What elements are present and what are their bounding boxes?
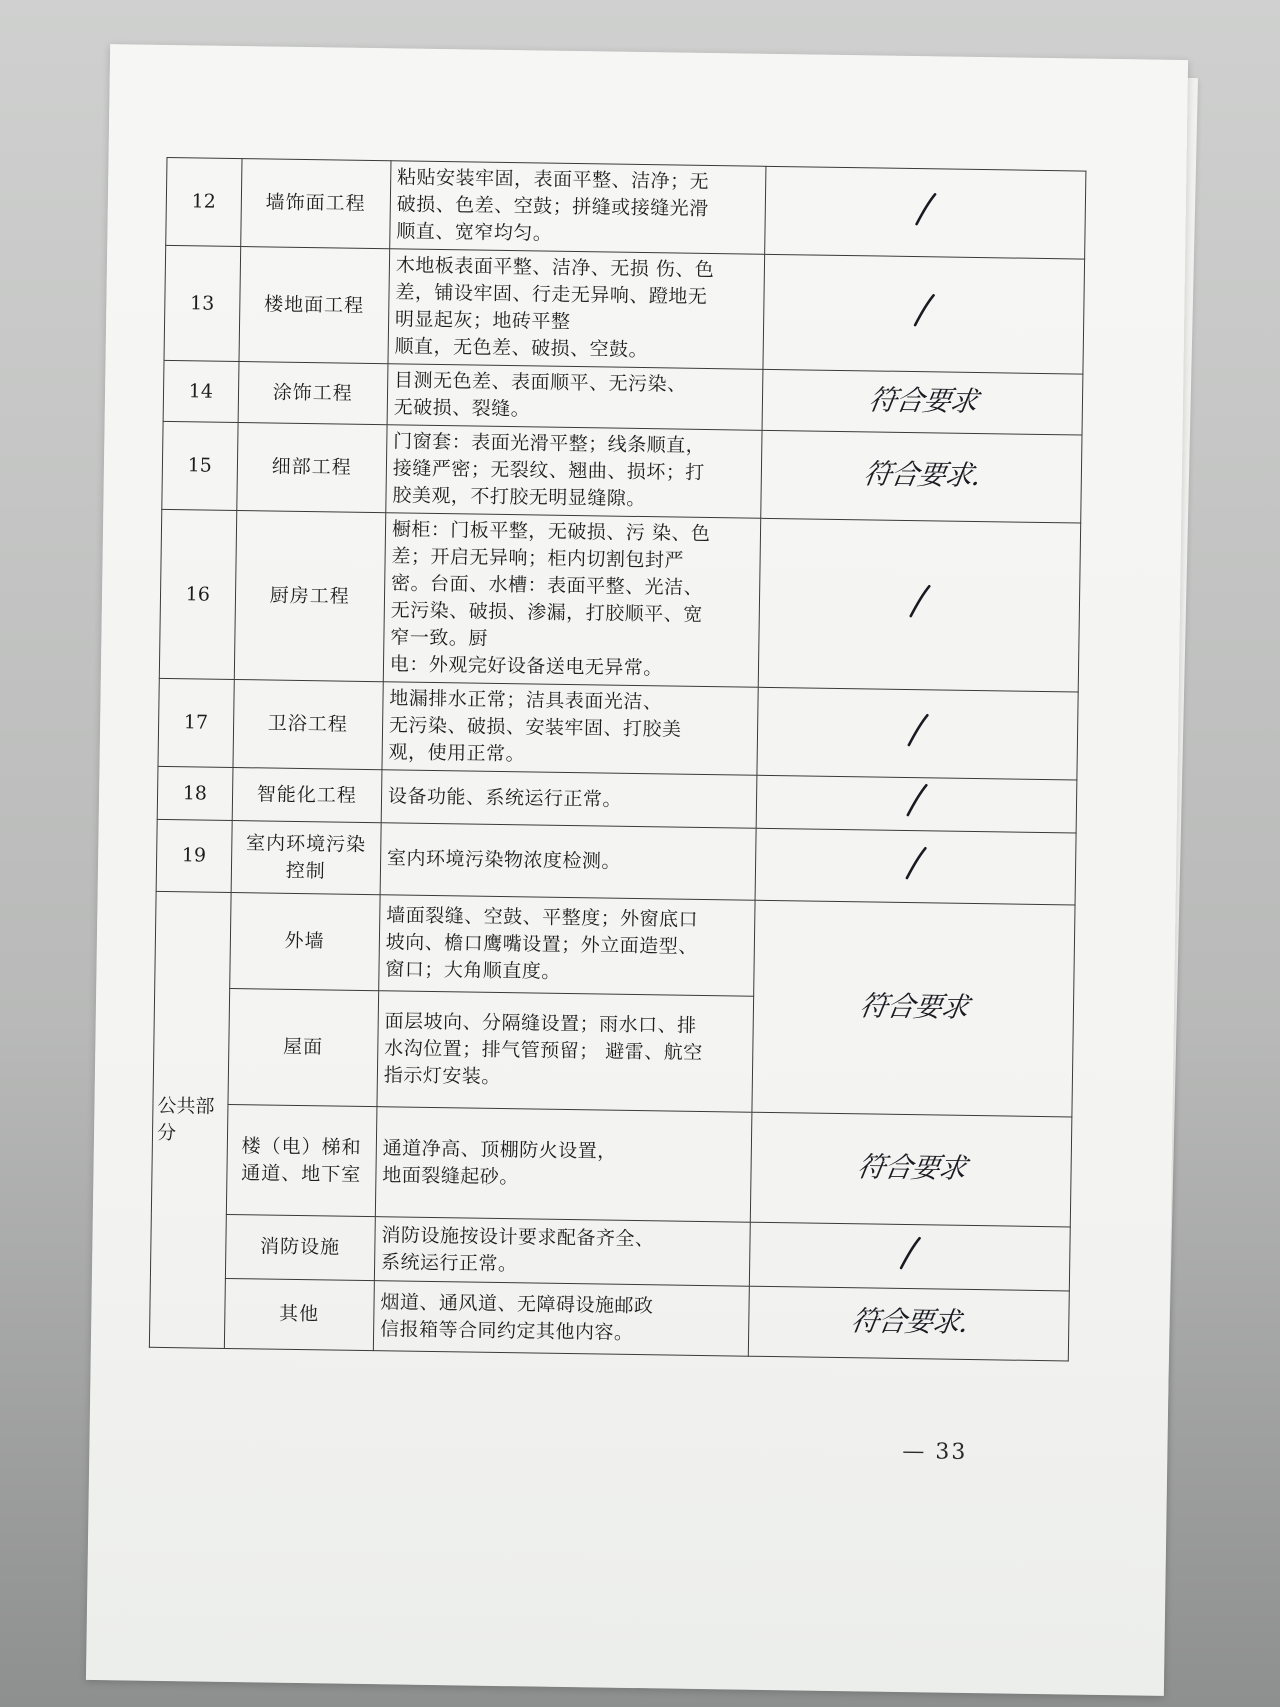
row-number: 19	[156, 819, 232, 892]
standard-cell	[383, 513, 761, 688]
item-name: 厨房工程	[234, 511, 386, 682]
standard-line: 木地板表面平整、洁净、无损 伤、色	[395, 254, 715, 282]
standard-cell	[386, 425, 763, 519]
table-row	[156, 819, 1076, 905]
standard-cell	[373, 1281, 749, 1357]
standard-line: 设备功能、系统运行正常。	[387, 784, 623, 811]
handwritten-result: 符合要求	[866, 382, 980, 418]
standard-cell	[381, 770, 757, 829]
standard-line: 顺直、宽窄均匀。	[396, 220, 553, 245]
table-row	[164, 245, 1085, 374]
handwritten-result: 符合要求	[854, 1150, 968, 1185]
document-page	[86, 44, 1188, 1696]
standard-line: 地面裂缝起砂。	[382, 1163, 519, 1188]
table-row	[149, 1277, 1069, 1361]
standard-line: 系统运行正常。	[380, 1250, 518, 1275]
item-name: 其他	[224, 1278, 374, 1350]
table-row	[158, 678, 1078, 780]
inspection-table	[149, 157, 1087, 1362]
row-number: 12	[166, 157, 242, 246]
standard-line: 指示灯安装。	[383, 1064, 501, 1089]
result-cell	[757, 687, 1078, 780]
standard-line: 室内环境污染物浓度检测。	[386, 847, 622, 873]
row-number: 18	[157, 766, 232, 820]
standard-line: 明显起灰；地砖平整	[394, 308, 571, 333]
result-cell	[758, 518, 1080, 692]
standard-line: 坡向、檐口鹰嘴设置；外立面造型、	[385, 931, 698, 958]
standard-line: 差，铺设牢固、行走无异响、蹬地无	[395, 281, 708, 308]
result-cell	[748, 1286, 1069, 1361]
check-mark-icon	[895, 1233, 926, 1271]
standard-line: 无污染、破损、安装牢固、打胶美	[388, 714, 682, 741]
result-cell	[752, 900, 1075, 1117]
standard-line: 通道净高、顶棚防火设置，	[382, 1136, 617, 1163]
handwritten-result: 符合要求.	[860, 457, 982, 492]
result-cell	[763, 254, 1085, 374]
check-mark-icon	[909, 291, 940, 329]
standard-line: 面层坡向、分隔缝设置；雨水口、排	[384, 1010, 697, 1037]
standard-line: 无污染、破损、渗漏，打胶顺平、宽	[390, 599, 703, 626]
standard-line: 密。台面、水槽：表面平整、光洁、	[390, 572, 704, 599]
check-mark-icon	[910, 189, 941, 227]
item-name: 楼地面工程	[239, 247, 390, 364]
table-row	[155, 891, 1075, 1001]
table-row	[151, 1103, 1072, 1227]
standard-line: 水沟位置；排气管预留； 避雷、航空	[384, 1037, 703, 1064]
standard-line: 橱柜：门板平整，无破损、污 染、色	[391, 518, 711, 546]
item-name: 卫浴工程	[233, 679, 384, 769]
standard-line: 粘贴安装牢固，表面平整、洁净；无	[396, 166, 710, 193]
table-row	[159, 509, 1080, 692]
standard-line: 顺直，无色差、破损、空鼓。	[394, 335, 649, 362]
standard-line: 烟道、通风道、无障碍设施邮政	[380, 1290, 654, 1317]
group-label: 公共部分	[149, 891, 230, 1348]
item-name: 智能化工程	[232, 767, 382, 822]
row-number: 16	[159, 509, 236, 679]
standard-line: 差；开启无异响；柜内切割包封严	[391, 545, 685, 572]
standard-cell	[377, 991, 754, 1113]
standard-line: 观，使用正常。	[388, 741, 526, 766]
table-row	[166, 157, 1086, 259]
table-row	[162, 421, 1082, 523]
standard-cell	[388, 249, 765, 370]
standard-line: 破损、色差、空鼓；拼缝或接缝光滑	[396, 193, 709, 220]
check-mark-icon	[902, 710, 933, 748]
result-cell	[765, 166, 1086, 259]
standard-cell	[375, 1107, 752, 1223]
standard-line: 电：外观完好设备送电无异常。	[389, 653, 664, 680]
item-name: 屋面	[228, 988, 379, 1106]
standard-line: 胶美观，不打胶无明显缝隙。	[392, 484, 647, 511]
standard-cell	[390, 161, 767, 255]
item-name: 楼（电）梯和通道、地下室	[226, 1104, 377, 1216]
handwritten-result: 符合要求.	[848, 1304, 970, 1339]
result-cell	[755, 828, 1076, 905]
page-number: — 33	[902, 1439, 968, 1465]
standard-cell	[374, 1217, 750, 1287]
result-cell	[749, 1222, 1070, 1291]
standard-line: 地漏排水正常；洁具表面光洁、	[389, 687, 663, 714]
standard-line: 接缝严密；无裂纹、翘曲、损坏；打	[392, 457, 705, 484]
standard-cell	[379, 895, 756, 997]
row-number: 17	[158, 678, 234, 767]
row-number: 14	[163, 360, 239, 422]
result-cell	[762, 369, 1083, 435]
check-mark-icon	[901, 781, 932, 819]
standard-cell	[382, 682, 759, 776]
item-name: 消防设施	[225, 1214, 375, 1280]
handwritten-result: 符合要求	[857, 989, 971, 1024]
standard-line: 无破损、裂缝。	[393, 396, 531, 421]
result-cell	[750, 1112, 1071, 1227]
item-name: 墙饰面工程	[240, 159, 391, 249]
standard-line: 目测无色差、表面顺平、无污染、	[393, 369, 687, 396]
item-name: 室内环境污染控制	[231, 820, 381, 894]
item-name: 外墙	[229, 892, 380, 990]
result-cell	[756, 775, 1077, 833]
row-number: 15	[162, 421, 238, 510]
row-number: 13	[164, 245, 240, 361]
item-name: 涂饰工程	[238, 362, 388, 425]
standard-line: 消防设施按设计要求配备齐全、	[381, 1223, 655, 1250]
standard-line: 信报箱等合同约定其他内容。	[379, 1317, 634, 1344]
standard-line: 窗口；大角顺直度。	[385, 958, 562, 983]
check-mark-icon	[900, 843, 931, 881]
standard-cell	[387, 364, 763, 431]
check-mark-icon	[904, 582, 935, 620]
standard-line: 门窗套：表面光滑平整；线条顺直，	[393, 430, 706, 457]
result-cell	[761, 430, 1082, 523]
standard-line: 墙面裂缝、空鼓、平整度；外窗底口	[386, 904, 699, 931]
item-name: 细部工程	[236, 423, 387, 513]
standard-cell	[380, 823, 756, 901]
standard-line: 窄一致。厨	[390, 626, 488, 650]
